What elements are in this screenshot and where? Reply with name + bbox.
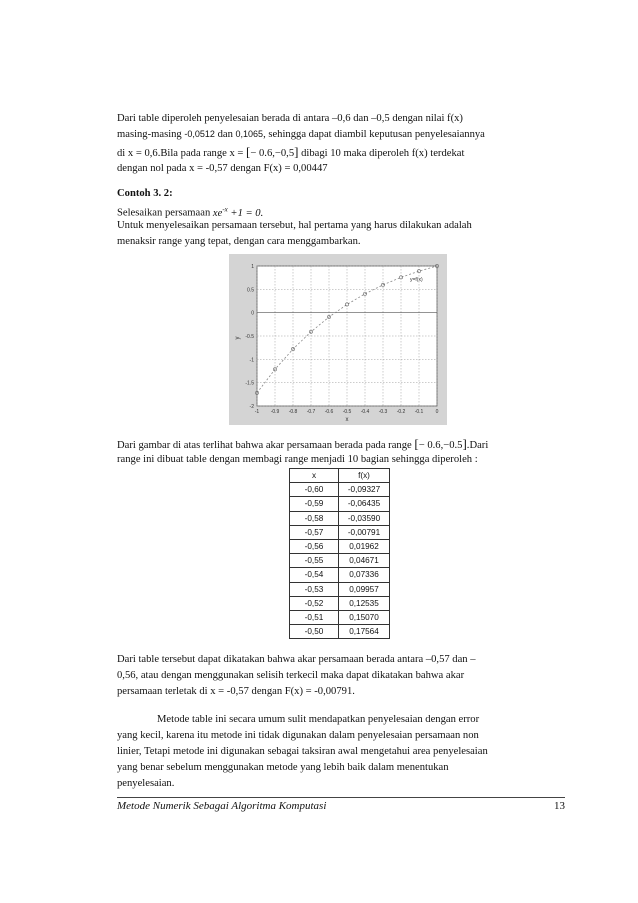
cell-x: -0,56	[290, 539, 339, 553]
table-header-fx: f(x)	[339, 469, 390, 483]
range-expression: − 0.6,−0,5	[250, 148, 295, 159]
equation	[212, 205, 264, 219]
paragraph-intro-line-2	[117, 127, 565, 142]
example-line-3: menaksir range yang tepat, dengan cara menggambarkan.	[117, 236, 361, 247]
table-row	[290, 596, 390, 610]
table-row	[290, 568, 390, 582]
x-tick-label: -0.1	[414, 409, 424, 415]
paragraph-method-line-3: linier, Tetapi metode ini digunakan sebagai taksiran awal mengetahui area penyelesaian	[117, 746, 488, 757]
cell-fx: 0,12535	[339, 596, 390, 610]
cell-fx: -0,00791	[339, 525, 390, 539]
cell-fx: 0,15070	[339, 610, 390, 624]
x-tick-label: -0.8	[288, 409, 298, 415]
range-bracket: [	[246, 144, 251, 159]
x-tick-label: -0.4	[360, 409, 370, 415]
table-row	[290, 554, 390, 568]
cell-x: -0,59	[290, 497, 339, 511]
page-footer	[117, 800, 565, 812]
cell-x: -0,52	[290, 596, 339, 610]
value-fa: -0,0512	[184, 129, 215, 139]
paragraph-range-line-1	[117, 436, 565, 453]
cell-fx: 0,09957	[339, 582, 390, 596]
cell-x: -0,58	[290, 511, 339, 525]
range-bracket: ]	[462, 436, 467, 451]
range-bracket: [	[414, 436, 419, 451]
table-row	[290, 625, 390, 639]
footer-divider	[117, 797, 565, 798]
paragraph-conclusion-line-2: 0,56, atau dengan menggunakan selisih terkecil maka dapat dikatakan bahwa akar	[117, 670, 465, 681]
x-tick-label: -1	[254, 409, 260, 415]
legend-label: y=f(x)	[410, 277, 423, 283]
page-number: 13	[554, 800, 565, 812]
table-header-x: x	[290, 469, 339, 483]
y-tick-label: -1.5	[245, 380, 254, 387]
x-tick-label: -0.5	[342, 409, 352, 415]
paragraph-method-line-1: Metode table ini secara umum sulit mendapatkan penyelesaian dengan error	[157, 714, 480, 725]
x-tick-label: 0	[435, 409, 439, 415]
cell-x: -0,54	[290, 568, 339, 582]
cell-fx: -0,03590	[339, 511, 390, 525]
table-header-row	[290, 469, 390, 483]
x-tick-label: -0.7	[306, 409, 316, 415]
cell-x: -0,53	[290, 582, 339, 596]
cell-x: -0,50	[290, 625, 339, 639]
x-tick-label: -0.9	[270, 409, 280, 415]
y-tick-label: 0.5	[247, 287, 254, 294]
footer-title: Metode Numerik Sebagai Algoritma Komputasi	[117, 800, 327, 812]
paragraph-intro-line-3	[117, 144, 565, 161]
paragraph-intro-line-4: dengan nol pada x = -0,57 dengan F(x) = 0,00447	[117, 163, 328, 174]
function-plot	[229, 254, 447, 425]
y-tick-labels	[245, 264, 254, 410]
y-tick-label: 1	[251, 264, 254, 270]
range-expression: − 0.6,−0.5	[418, 440, 463, 451]
range-bracket: ]	[294, 144, 299, 159]
intro-text: dan	[217, 129, 233, 140]
y-axis-label: y	[235, 336, 241, 340]
intro-text: masing-masing	[117, 129, 182, 140]
plot-svg	[229, 254, 447, 425]
range-text: Dari gambar di atas terlihat bahwa akar persamaan berada pada range	[117, 440, 412, 451]
paragraph-conclusion-line-3: persamaan terletak di x = -0,57 dengan F(x) = -0,00791.	[117, 686, 355, 697]
x-axis-label: x	[345, 417, 349, 423]
table-row	[290, 483, 390, 497]
table-row	[290, 497, 390, 511]
y-tick-label: -2	[249, 404, 254, 410]
equation-base: xe	[212, 207, 223, 219]
intro-text: dibagi 10 maka diperoleh f(x) terdekat	[301, 148, 465, 159]
x-tick-label: -0.6	[324, 409, 334, 415]
equation-rest: +1 = 0.	[227, 207, 264, 219]
x-tick-labels	[255, 409, 439, 415]
paragraph-intro-line-1: Dari table diperoleh penyelesaian berada di antara –0,6 dan –0,5 dengan nilai f(x)	[117, 113, 463, 124]
table-row	[290, 539, 390, 553]
x-tick-label: -0.2	[396, 409, 406, 415]
y-tick-label: -1	[249, 357, 254, 364]
cell-fx: 0,04671	[339, 554, 390, 568]
paragraph-range-line-2: range ini dibuat table dengan membagi range menjadi 10 bagian sehingga diperoleh :	[117, 454, 478, 465]
cell-x: -0,51	[290, 610, 339, 624]
table-row	[290, 511, 390, 525]
paragraph-method-line-2: yang kecil, karena itu metode ini tidak digunakan dalam penyelesaian persamaan non	[117, 730, 479, 741]
cell-fx: 0,01962	[339, 539, 390, 553]
example-text: Selesaikan persamaan	[117, 207, 213, 219]
table-row	[290, 610, 390, 624]
cell-fx: 0,17564	[339, 625, 390, 639]
value-fb: 0,1065	[235, 129, 264, 139]
example-heading: Contoh 3. 2:	[117, 188, 173, 199]
paragraph-method-line-5: penyelesaian.	[117, 778, 175, 789]
cell-fx: 0,07336	[339, 568, 390, 582]
table-row	[290, 582, 390, 596]
cell-fx: -0,06435	[339, 497, 390, 511]
table-row	[290, 525, 390, 539]
x-tick-label: -0.3	[378, 409, 388, 415]
intro-text: , sehingga dapat diambil keputusan penyelesaiannya	[263, 129, 485, 140]
cell-x: -0,57	[290, 525, 339, 539]
y-tick-label: -0.5	[245, 334, 254, 340]
paragraph-method-line-4: yang benar sebelum menggunakan metode yang lebih baik dalam menentukan	[117, 762, 449, 773]
paragraph-conclusion-line-1: Dari table tersebut dapat dikatakan bahwa akar persamaan berada antara –0,57 dan –	[117, 654, 476, 665]
example-line-2: Untuk menyelesaikan persamaan tersebut, hal pertama yang harus dilakukan adalah	[117, 220, 472, 231]
values-table	[289, 468, 390, 639]
y-tick-label: 0	[251, 310, 254, 317]
cell-x: -0,60	[290, 483, 339, 497]
cell-fx: -0,09327	[339, 483, 390, 497]
range-text: .Dari	[466, 440, 489, 451]
equation-exponent: -x	[222, 205, 228, 213]
intro-text: di x = 0,6.Bila pada range x =	[117, 148, 244, 159]
cell-x: -0,55	[290, 554, 339, 568]
